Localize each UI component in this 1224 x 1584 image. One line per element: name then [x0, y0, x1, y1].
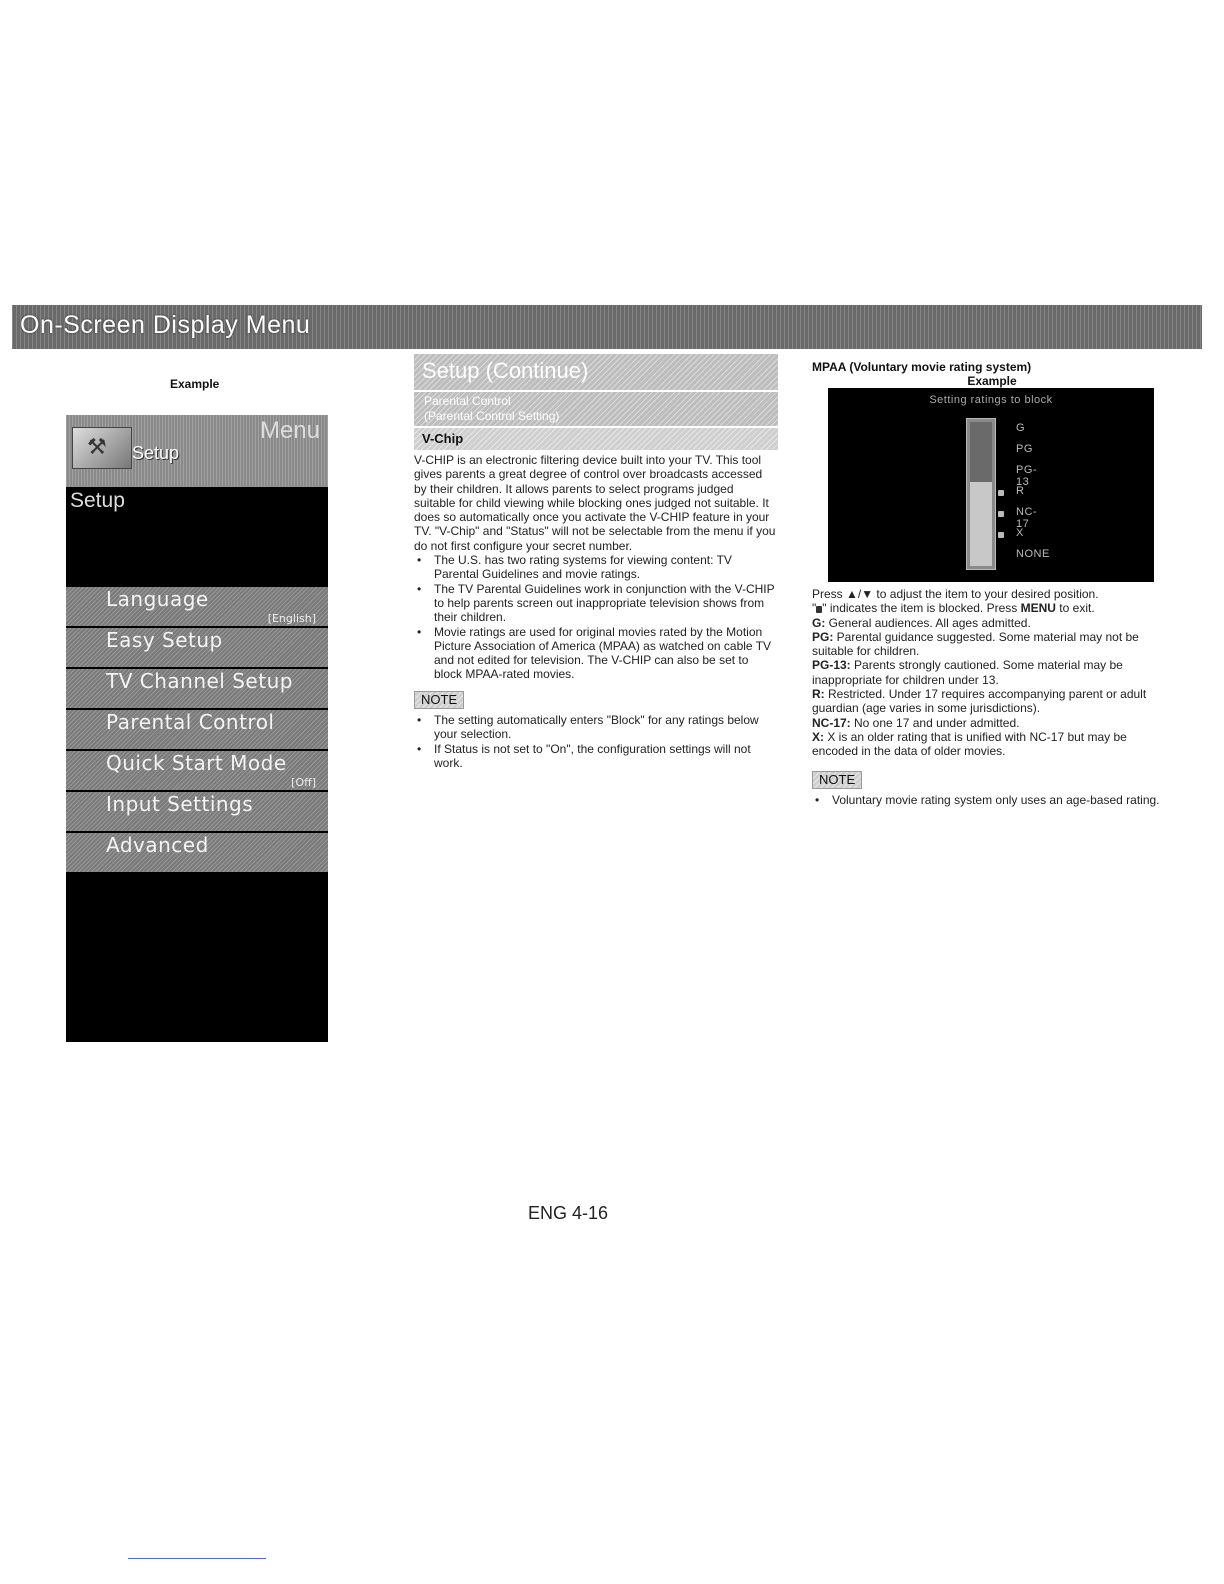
setup-badge: Setup — [132, 443, 180, 463]
definition-text: Restricted. Under 17 requires accompanying parent or adult guardian (age varies in some jurisdictions). — [812, 687, 1147, 716]
definition-text: Parents strongly cautioned. Some material may be inappropriate for children under 13. — [812, 658, 1123, 687]
section-title: Setup (Continue) — [422, 358, 589, 383]
list-item: • The setting automatically enters "Block" for any ratings below your selection. — [414, 713, 778, 742]
note-container — [414, 691, 778, 709]
note-list — [812, 793, 1172, 807]
rating-block-screenshot — [828, 388, 1154, 582]
page-header-bar — [12, 305, 1202, 349]
page-title: On-Screen Display Menu — [20, 311, 311, 339]
menu-item-advanced[interactable] — [66, 833, 328, 872]
lock-icon — [998, 507, 1008, 517]
example-label: Example — [967, 374, 1017, 388]
footer-rule — [128, 1558, 266, 1559]
vchip-heading: V-Chip — [422, 431, 464, 446]
list-item: • The TV Parental Guidelines work in conjunction with the V-CHIP to help parents screen out inappropriate television shows from their children. — [414, 582, 778, 625]
menu-word: Menu — [259, 417, 320, 444]
tv-setup-menu-screenshot — [66, 415, 328, 1042]
vchip-intro: V-CHIP is an electronic filtering device built into your TV. This tool gives parents a great degree of control over broadcasts accessed by their children. It allows parents to select programs judged suitable for child viewing while blocking ones judged not suitable. It does so automatically once you activate the V-CHIP feature in your TV. "V-Chip" and "Status" will not be selectable from the menu if you do not first configure your secret number. — [414, 453, 776, 553]
definition-term: NC-17: — [812, 715, 851, 730]
note-list — [414, 713, 778, 770]
menu-item-input-settings[interactable] — [66, 792, 328, 831]
menu-item-label: TV Channel Setup — [106, 669, 293, 693]
definition-nc-17 — [812, 716, 1172, 730]
rating-instructions — [812, 587, 1172, 807]
menu-item-value: [English] — [267, 612, 316, 625]
subsection-title: Parental Control — [424, 394, 511, 408]
definition-text: No one 17 and under admitted. — [850, 715, 1020, 730]
note-container — [812, 771, 1172, 789]
definition-pg-13 — [812, 658, 1172, 687]
menu-sub-heading: Setup — [70, 489, 125, 512]
definition-text: Parental guidance suggested. Some material may not be suitable for children. — [812, 629, 1139, 659]
menu-item-label: Input Settings — [106, 792, 254, 816]
subsection-subtitle: (Parental Control Setting) — [424, 409, 560, 423]
menu-item-easy-setup[interactable] — [66, 628, 328, 667]
menu-item-label: Language — [106, 587, 209, 611]
definition-g — [812, 616, 1172, 630]
menu-key-label: MENU — [1020, 601, 1056, 616]
page-number: ENG 4-16 — [528, 1203, 609, 1223]
setup-wrench-icon: ⚒ — [72, 427, 132, 469]
press-instruction: Press ▲/▼ to adjust the item to your desired position. — [812, 587, 1099, 601]
menu-item-parental-control[interactable] — [66, 710, 328, 749]
definition-pg — [812, 630, 1172, 659]
note-label: NOTE — [812, 771, 862, 789]
vchip-bullets — [414, 553, 778, 682]
rating-name: X — [1016, 527, 1024, 539]
rating-name: G — [1016, 422, 1026, 434]
slider-unblocked-range — [970, 422, 992, 482]
lock-icon — [998, 528, 1008, 538]
definition-text: General audiences. All ages admitted. — [825, 615, 1031, 630]
definition-text: X is an older rating that is unified with NC-17 but may be encoded in the data of older movies. — [812, 729, 1127, 759]
blocked-instruction — [812, 601, 1172, 615]
list-item: • Voluntary movie rating system only uses an age-based rating. — [812, 793, 1172, 807]
menu-item-label: Quick Start Mode — [106, 751, 287, 775]
vchip-heading-bar — [414, 428, 778, 450]
definition-term: G: — [812, 615, 826, 630]
list-item: • If Status is not set to "On", the configuration settings will not work. — [414, 742, 778, 771]
menu-header — [66, 415, 328, 487]
definition-term: PG-13: — [812, 658, 851, 673]
menu-item-label: Advanced — [106, 833, 209, 857]
middle-column — [414, 354, 778, 770]
menu-item-tv-channel-setup[interactable] — [66, 669, 328, 708]
menu-item-label: Parental Control — [106, 710, 275, 734]
section-title-bar — [414, 354, 778, 390]
menu-item-list — [66, 587, 328, 874]
vchip-body — [414, 453, 778, 770]
rating-screen-header: Setting ratings to block — [929, 394, 1053, 406]
example-label: Example — [170, 377, 220, 391]
definition-term: X: — [812, 729, 824, 744]
menu-item-language[interactable] — [66, 587, 328, 626]
rating-name: NONE — [1016, 548, 1050, 560]
menu-item-value: [Off] — [291, 776, 316, 789]
rating-slider[interactable] — [966, 418, 996, 570]
mpaa-title: MPAA (Voluntary movie rating system) — [812, 360, 1032, 374]
definition-r — [812, 687, 1172, 716]
menu-item-quick-start-mode[interactable] — [66, 751, 328, 790]
definition-term: PG: — [812, 629, 834, 644]
list-item: • The U.S. has two rating systems for viewing content: TV Parental Guidelines and movie ratings. — [414, 553, 778, 582]
definition-term: R: — [812, 687, 825, 702]
list-item: • Movie ratings are used for original movies rated by the Motion Picture Association of America (MPAA) as watched on cable TV and not edited for television. The V-CHIP can also be set to block MPAA-rated movies. — [414, 625, 778, 682]
right-column — [812, 360, 1172, 807]
rating-name: PG-13 — [1016, 464, 1038, 488]
definition-x — [812, 730, 1172, 759]
lock-icon — [998, 486, 1008, 496]
menu-item-label: Easy Setup — [106, 628, 223, 652]
quote-open: " — [812, 601, 817, 616]
subsection-bar — [414, 392, 778, 426]
blocked-text: " indicates the item is blocked. Press — [822, 601, 1021, 616]
rating-name: NC-17 — [1016, 506, 1038, 530]
note-label: NOTE — [414, 691, 464, 709]
slider-blocked-range — [970, 482, 992, 566]
rating-name: R — [1016, 485, 1025, 497]
rating-name: PG — [1016, 443, 1033, 455]
exit-text: to exit. — [1055, 601, 1095, 616]
